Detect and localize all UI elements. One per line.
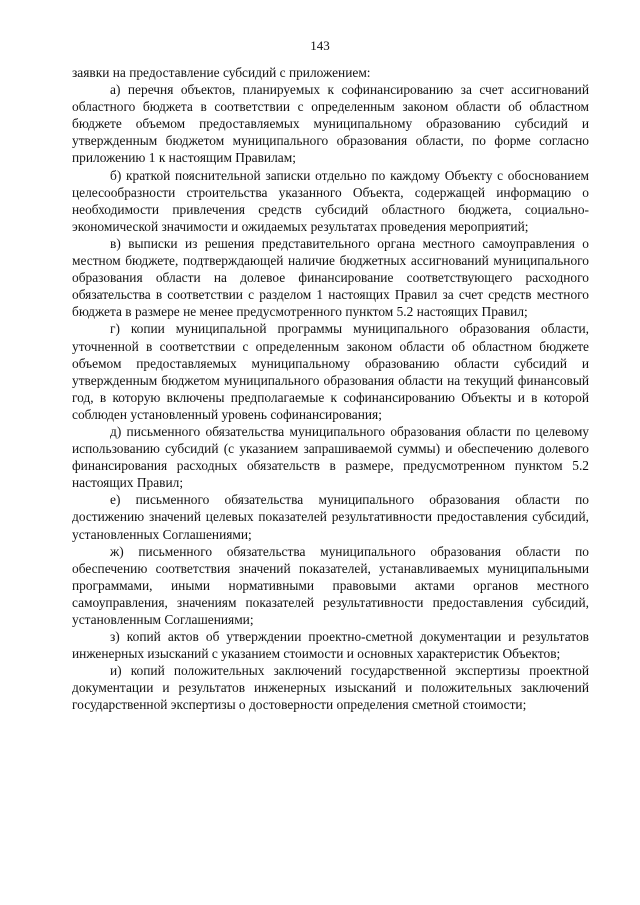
paragraph-intro: заявки на предоставление субсидий с приложением: [72, 65, 371, 80]
paragraph-item-i: и) копий положительных заключений государственной экспертизы проектной документации и результатов инженерных изысканий и положительных заключений государственной экспертизы о достоверности определения сметной стоимости; [72, 663, 589, 713]
paragraph-item-zh: ж) письменного обязательства муниципального образования области по обеспечению соответствия значений показателей, устанавливаемых муниципальными программами, иными нормативными правовыми актами органов местного самоуправления, значениям показателей результативности предоставления субсидий, установленным Соглашениями; [72, 543, 589, 627]
paragraph-item-g: г) копии муниципальной программы муниципального образования области, уточненной в соответствии с определенным законом области об областном бюджете объемом предоставляемых муниципальному образованию области субсидий и утвержденным бюджетом муниципального образования области на текущий финансовый год, в которую включены предполагаемые к софинансированию Объекты и в которой соблюден установленный уровень софинансирования; [72, 321, 589, 422]
document-body [72, 64, 589, 714]
paragraph-item-z: з) копий актов об утверждении проектно-сметной документации и результатов инженерных изысканий с указанием стоимости и основных характеристик Объектов; [72, 629, 589, 662]
paragraph-item-a: а) перечня объектов, планируемых к софинансированию за счет ассигнований областного бюджета в соответствии с определенным законом области об областном бюджете объемом предоставляемых муниципальному образованию субсидий и утвержденным бюджетом муниципального образования области, по форме согласно приложению 1 к настоящим Правилам; [72, 82, 589, 166]
paragraph-item-v: в) выписки из решения представительного органа местного самоуправления о местном бюджете, подтверждающей наличие бюджетных ассигнований муниципального образования области на долевое финансирование соответствующего расходного обязательства в соответствии с разделом 1 настоящих Правил за счет средств местного бюджета в размере не менее предусмотренного пунктом 5.2 настоящих Правил; [72, 235, 589, 320]
paragraph-item-e: е) письменного обязательства муниципального образования области по достижению значений целевых показателей результативности предоставления субсидий, установленных Соглашениями; [72, 492, 589, 542]
paragraph-item-b: б) краткой пояснительной записки отдельно по каждому Объекту с обоснованием целесообразности строительства указанного Объекта, содержащей информацию о необходимости привлечения средств субсидий областного бюджета, социально-экономической значимости и ожидаемых результатах проведения мероприятий; [72, 167, 589, 234]
page-number: 143 [310, 38, 330, 53]
paragraph-item-d: д) письменного обязательства муниципального образования области по целевому использованию субсидий (с указанием запрашиваемой суммы) и обеспечению долевого финансирования расходных обязательств в размере, предусмотренном пунктом 5.2 настоящих Правил; [72, 423, 589, 491]
